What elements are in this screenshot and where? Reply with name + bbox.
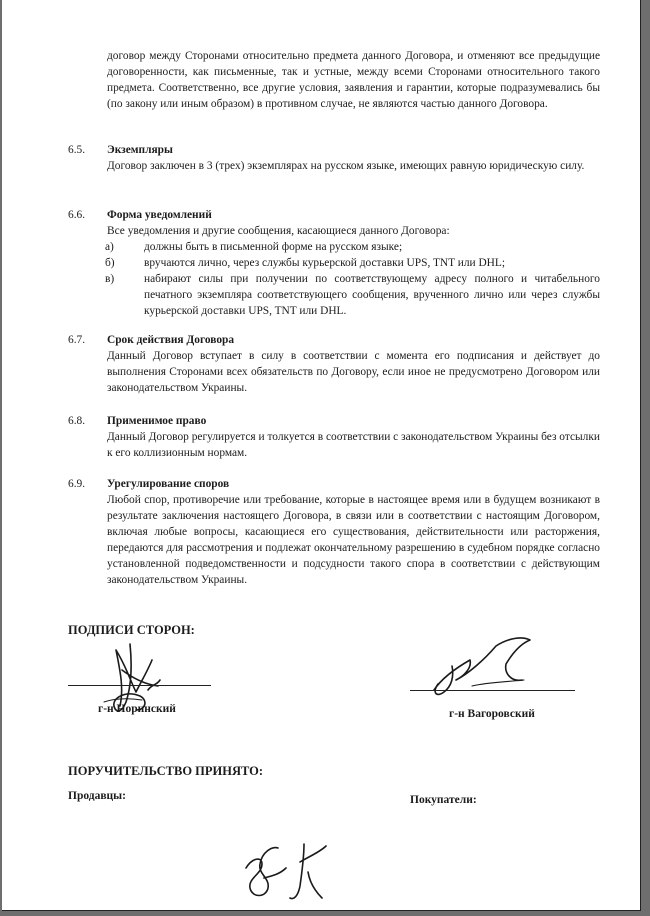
- list-text: набирают силы при получении по соответствующему адресу полного и читабельного печатного экземпляра соответствующего сообщения, врученного лично или через службы курьерской доставки UPS, TNT или DHL.: [144, 273, 600, 317]
- section-title: Форма уведомлений: [107, 209, 212, 221]
- list-item: [107, 255, 600, 271]
- section-number: 6.9.: [68, 478, 86, 490]
- list-marker: в): [105, 273, 115, 285]
- list-item: [107, 271, 600, 319]
- signatures-heading: ПОДПИСИ СТОРОН:: [68, 623, 195, 637]
- section-text: Любой спор, противоречие или требование, которые в настоящее время или в будущем возникают в результате заключения настоящего Договора, в связи или в соответствии с настоящим Договором, включая любые вопросы, касающиеся его существования, действительности или расторжения, передаются для рассмотрения и подлежат окончательному разрешению в судебном порядке согласно установленной подведомственности и подсудности такого спора в соответствии с действующим законодательством Украины.: [107, 494, 600, 586]
- section-text: Договор заключен в 3 (трех) экземплярах на русском языке, имеющих равную юридическую силу.: [107, 160, 585, 172]
- left-signatory-name: г-н Норинский: [98, 703, 176, 715]
- buyers-label: Покупатели:: [410, 794, 477, 806]
- section-title: Срок действия Договора: [107, 334, 235, 346]
- section-title: Применимое право: [107, 415, 207, 427]
- section-number: 6.6.: [68, 209, 86, 221]
- section-number: 6.8.: [68, 415, 86, 427]
- left-signature-line: [68, 685, 211, 686]
- document-page: [2, 0, 641, 911]
- list-marker: б): [105, 257, 115, 269]
- list-text: вручаются лично, через службы курьерской доставки UPS, TNT или DHL;: [144, 257, 506, 269]
- list-item: [107, 239, 600, 255]
- sellers-label: Продавцы:: [68, 790, 126, 802]
- section-number: 6.7.: [68, 334, 86, 346]
- section-text: Данный Договор вступает в силу в соответствии с момента его подписания и действует до выполнения Сторонами всех обязательств по Договору, если иное не предусмотрено Договором или законодательством Украины.: [107, 350, 600, 394]
- right-signatory-name: г-н Вагоровский: [449, 708, 535, 720]
- list-text: должны быть в письменной форме на русском языке;: [144, 241, 403, 253]
- section-title: Урегулирование споров: [107, 478, 230, 490]
- right-signature-line: [410, 690, 575, 691]
- intro-paragraph: договор между Сторонами относительно предмета данного Договора, и отменяют все предыдущие договоренности, как письменные, так и устные, между всеми Сторонами относительного такого предмета. Соответственно, все другие условия, заявления и гарантии, которые подразумевались бы (по закону или иным образом) в противном случае, не являются частью данного Договора.: [107, 50, 600, 110]
- section-text: Данный Договор регулируется и толкуется в соответствии с законодательством Украины без отсылки к его коллизионным нормам.: [107, 431, 600, 459]
- guarantor-signature-icon: [238, 838, 348, 910]
- section-text: Все уведомления и другие сообщения, касающиеся данного Договора:: [107, 225, 450, 237]
- right-signature-icon: [412, 632, 552, 712]
- section-title: Экземпляры: [107, 144, 173, 156]
- section-number: 6.5.: [68, 144, 86, 156]
- section-body: [107, 223, 600, 319]
- guarantee-heading: ПОРУЧИТЕЛЬСТВО ПРИНЯТО:: [68, 764, 264, 778]
- list-marker: а): [105, 241, 114, 253]
